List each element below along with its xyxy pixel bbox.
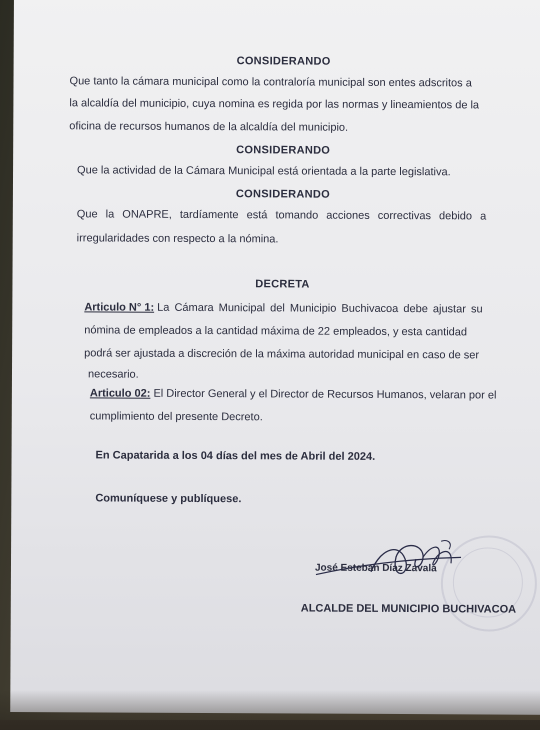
page-bottom-shadow [0,690,540,730]
signer-title: ALCALDE DEL MUNICIPIO BUCHIVACOA [300,602,517,616]
heading-considerando-3: CONSIDERANDO [235,188,330,201]
article-1-line-3: podrá ser ajustada a discreción de la máxima autoridad municipal en caso de ser [84,347,480,362]
heading-considerando-2: CONSIDERANDO [236,144,331,157]
paragraph-1-line-2: la alcaldía del municipio, cuya nomina es regida por las normas y lineamientos de la [69,97,480,112]
article-2-label: Articulo 02: [89,387,151,400]
paragraph-1-line-1 [69,74,483,90]
article-1-line-1-text: La Cámara Municipal del Municipio Buchivacoa debe ajustar su [157,301,483,316]
heading-decreta: DECRETA [255,278,310,291]
closing-formula: Comuníquese y publíquese. [95,492,242,506]
paragraph-1-line-1-text: Que tanto la cámara municipal como la contraloría municipal son entes adscritos a [69,75,472,90]
signer-name: José Esteban Díaz Zavala [314,562,437,575]
paragraph-3-line-2: irregularidades con respecto a la nómina. [76,232,279,246]
article-2-line-1-text: El Director General y el Director de Recursos Humanos, velaran por el [153,387,497,402]
paragraph-2: Que la actividad de la Cámara Municipal está orientada a la parte legislativa. [77,164,451,179]
article-2-line-1 [90,386,497,402]
heading-considerando-1: CONSIDERANDO [236,55,331,68]
document-page [10,0,540,715]
paragraph-1-line-3: oficina de recursos humanos de la alcaldía del municipio. [69,120,349,134]
place-and-date: En Capatarida a los 04 días del mes de Abril del 2024. [95,449,376,463]
article-1-label: Articulo N° 1: [84,301,155,314]
article-1-line-1 [84,300,482,316]
article-1-line-2: nómina de empleados a la cantidad máxima de 22 empleados, y esta cantidad [84,324,468,339]
paragraph-3-line-1: Que la ONAPRE, tardíamente está tomando acciones correctivas debido a [76,208,487,223]
article-2-line-2: cumplimiento del presente Decreto. [89,410,263,424]
article-1-line-4: necesario. [87,368,139,381]
